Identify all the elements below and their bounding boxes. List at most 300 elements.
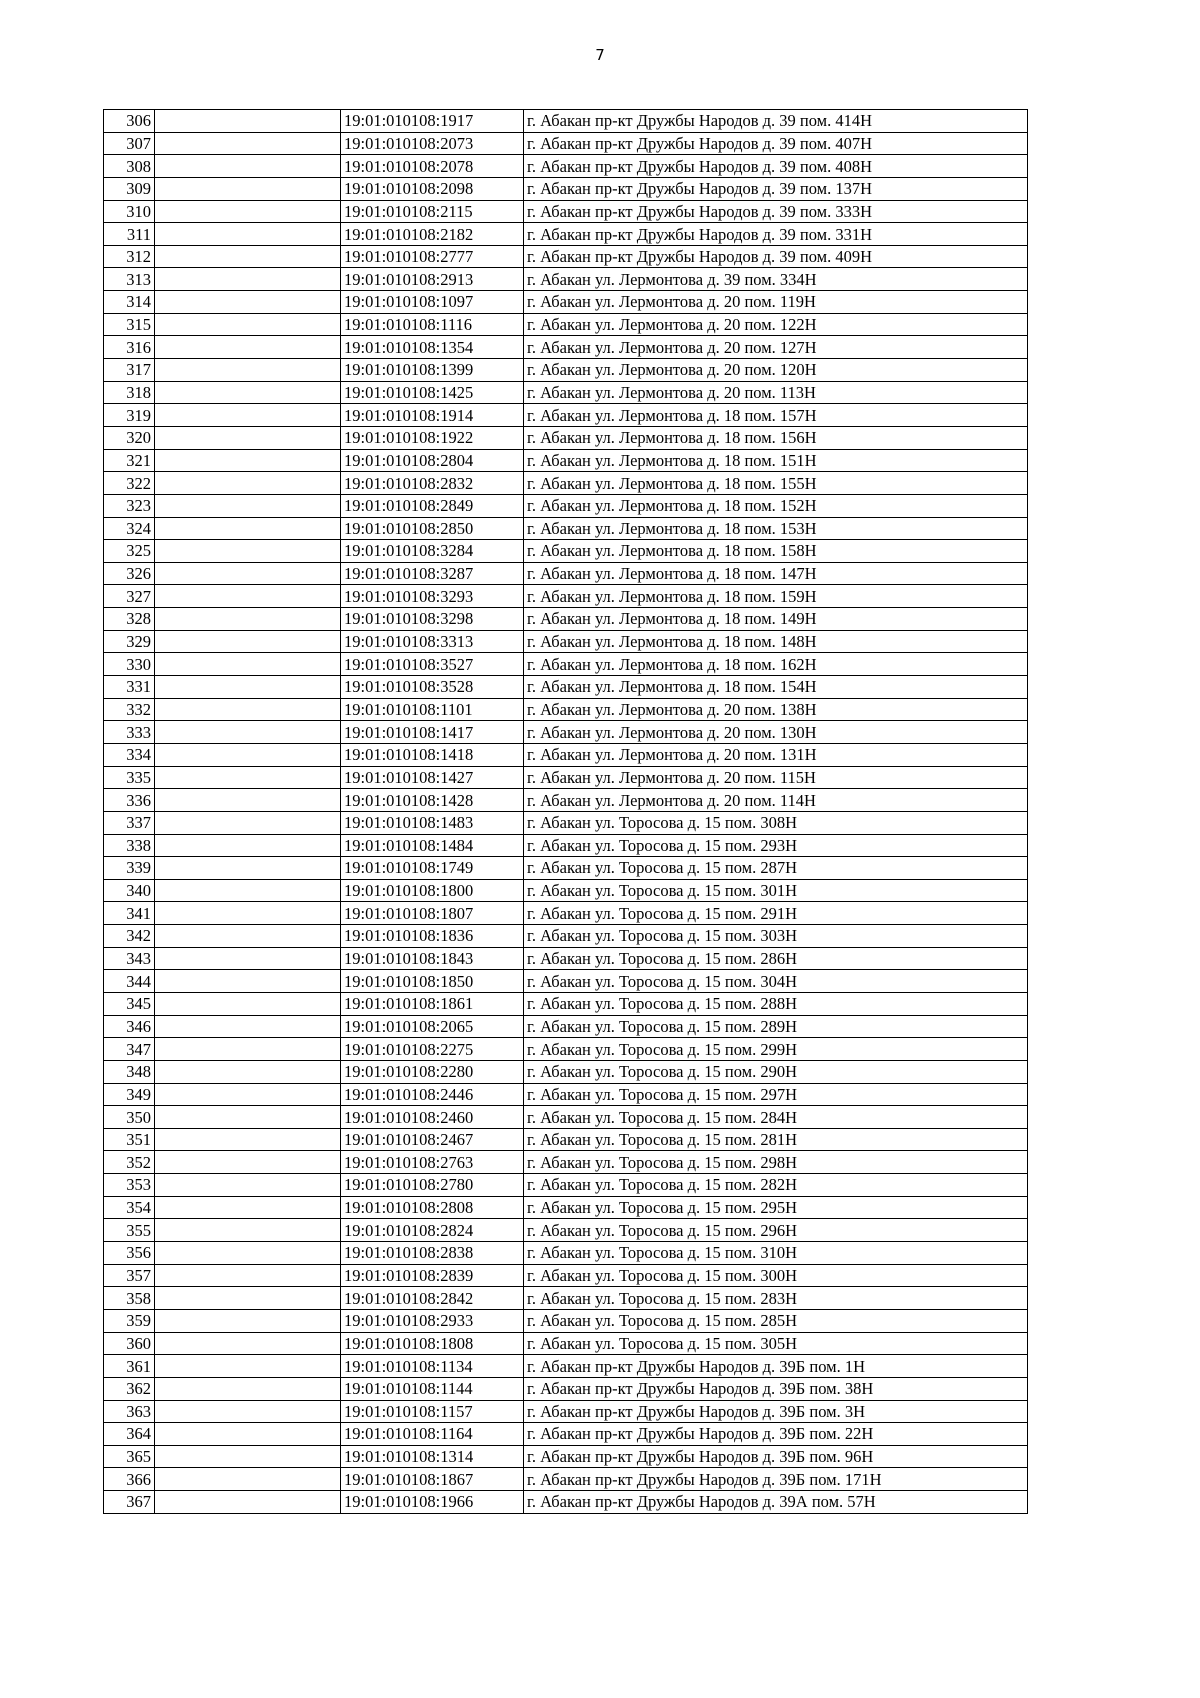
- row-number-cell: 332: [104, 698, 155, 721]
- cadastral-number-cell: 19:01:010108:1399: [341, 359, 524, 382]
- table-row: [104, 472, 1028, 495]
- table-row: [104, 1174, 1028, 1197]
- cadastral-number-cell: 19:01:010108:2078: [341, 155, 524, 178]
- address-cell: г. Абакан ул. Лермонтова д. 18 пом. 157Н: [524, 404, 1028, 427]
- cadastral-number-cell: 19:01:010108:1427: [341, 766, 524, 789]
- empty-cell: [155, 200, 341, 223]
- cadastral-number-cell: 19:01:010108:1428: [341, 789, 524, 812]
- table-row: [104, 517, 1028, 540]
- table-row: [104, 359, 1028, 382]
- table-row: [104, 336, 1028, 359]
- address-cell: г. Абакан ул. Лермонтова д. 18 пом. 155Н: [524, 472, 1028, 495]
- empty-cell: [155, 1219, 341, 1242]
- empty-cell: [155, 449, 341, 472]
- address-cell: г. Абакан ул. Лермонтова д. 18 пом. 147Н: [524, 562, 1028, 585]
- row-number-cell: 338: [104, 834, 155, 857]
- table-row: [104, 404, 1028, 427]
- address-cell: г. Абакан ул. Торосова д. 15 пом. 281Н: [524, 1128, 1028, 1151]
- empty-cell: [155, 313, 341, 336]
- cadastral-number-cell: 19:01:010108:2280: [341, 1060, 524, 1083]
- cadastral-number-cell: 19:01:010108:2777: [341, 245, 524, 268]
- row-number-cell: 337: [104, 811, 155, 834]
- row-number-cell: 311: [104, 223, 155, 246]
- table-row: [104, 313, 1028, 336]
- address-cell: г. Абакан ул. Лермонтова д. 20 пом. 120Н: [524, 359, 1028, 382]
- address-cell: г. Абакан ул. Торосова д. 15 пом. 295Н: [524, 1196, 1028, 1219]
- cadastral-number-cell: 19:01:010108:2780: [341, 1174, 524, 1197]
- empty-cell: [155, 585, 341, 608]
- cadastral-number-cell: 19:01:010108:1867: [341, 1468, 524, 1491]
- empty-cell: [155, 177, 341, 200]
- empty-cell: [155, 540, 341, 563]
- empty-cell: [155, 1423, 341, 1446]
- table-row: [104, 743, 1028, 766]
- row-number-cell: 321: [104, 449, 155, 472]
- cadastral-number-cell: 19:01:010108:1807: [341, 902, 524, 925]
- empty-cell: [155, 1196, 341, 1219]
- table-row: [104, 947, 1028, 970]
- table-row: [104, 1332, 1028, 1355]
- table-row: [104, 291, 1028, 314]
- cadastral-number-cell: 19:01:010108:3298: [341, 608, 524, 631]
- address-cell: г. Абакан ул. Лермонтова д. 18 пом. 148Н: [524, 630, 1028, 653]
- row-number-cell: 316: [104, 336, 155, 359]
- row-number-cell: 341: [104, 902, 155, 925]
- address-cell: г. Абакан ул. Торосова д. 15 пом. 285Н: [524, 1309, 1028, 1332]
- empty-cell: [155, 879, 341, 902]
- row-number-cell: 306: [104, 110, 155, 133]
- row-number-cell: 330: [104, 653, 155, 676]
- table-row: [104, 155, 1028, 178]
- row-number-cell: 328: [104, 608, 155, 631]
- row-number-cell: 353: [104, 1174, 155, 1197]
- row-number-cell: 364: [104, 1423, 155, 1446]
- empty-cell: [155, 947, 341, 970]
- address-cell: г. Абакан ул. Торосова д. 15 пом. 304Н: [524, 970, 1028, 993]
- table-row: [104, 426, 1028, 449]
- address-cell: г. Абакан ул. Лермонтова д. 20 пом. 130Н: [524, 721, 1028, 744]
- empty-cell: [155, 562, 341, 585]
- empty-cell: [155, 291, 341, 314]
- address-cell: г. Абакан ул. Торосова д. 15 пом. 291Н: [524, 902, 1028, 925]
- table-row: [104, 132, 1028, 155]
- empty-cell: [155, 992, 341, 1015]
- cadastral-number-cell: 19:01:010108:2839: [341, 1264, 524, 1287]
- empty-cell: [155, 1400, 341, 1423]
- empty-cell: [155, 1060, 341, 1083]
- address-cell: г. Абакан пр-кт Дружбы Народов д. 39Б пом. 3Н: [524, 1400, 1028, 1423]
- row-number-cell: 346: [104, 1015, 155, 1038]
- empty-cell: [155, 834, 341, 857]
- cadastral-number-cell: 19:01:010108:1749: [341, 857, 524, 880]
- address-cell: г. Абакан ул. Лермонтова д. 20 пом. 127Н: [524, 336, 1028, 359]
- row-number-cell: 365: [104, 1445, 155, 1468]
- row-number-cell: 367: [104, 1491, 155, 1514]
- cadastral-number-cell: 19:01:010108:1836: [341, 925, 524, 948]
- address-cell: г. Абакан ул. Лермонтова д. 18 пом. 159Н: [524, 585, 1028, 608]
- row-number-cell: 345: [104, 992, 155, 1015]
- row-number-cell: 349: [104, 1083, 155, 1106]
- address-cell: г. Абакан ул. Торосова д. 15 пом. 293Н: [524, 834, 1028, 857]
- address-cell: г. Абакан ул. Торосова д. 15 пом. 305Н: [524, 1332, 1028, 1355]
- cadastral-number-cell: 19:01:010108:2824: [341, 1219, 524, 1242]
- cadastral-number-cell: 19:01:010108:2849: [341, 494, 524, 517]
- cadastral-number-cell: 19:01:010108:2838: [341, 1242, 524, 1265]
- address-cell: г. Абакан пр-кт Дружбы Народов д. 39 пом. 137Н: [524, 177, 1028, 200]
- empty-cell: [155, 110, 341, 133]
- empty-cell: [155, 336, 341, 359]
- cadastral-number-cell: 19:01:010108:2808: [341, 1196, 524, 1219]
- row-number-cell: 347: [104, 1038, 155, 1061]
- table-row: [104, 653, 1028, 676]
- row-number-cell: 317: [104, 359, 155, 382]
- row-number-cell: 315: [104, 313, 155, 336]
- table-row: [104, 1015, 1028, 1038]
- row-number-cell: 336: [104, 789, 155, 812]
- address-cell: г. Абакан ул. Торосова д. 15 пом. 289Н: [524, 1015, 1028, 1038]
- address-cell: г. Абакан ул. Торосова д. 15 пом. 298Н: [524, 1151, 1028, 1174]
- row-number-cell: 333: [104, 721, 155, 744]
- empty-cell: [155, 608, 341, 631]
- cadastral-number-cell: 19:01:010108:1418: [341, 743, 524, 766]
- row-number-cell: 360: [104, 1332, 155, 1355]
- table-row: [104, 676, 1028, 699]
- address-cell: г. Абакан пр-кт Дружбы Народов д. 39 пом. 407Н: [524, 132, 1028, 155]
- address-cell: г. Абакан ул. Торосова д. 15 пом. 297Н: [524, 1083, 1028, 1106]
- empty-cell: [155, 1468, 341, 1491]
- empty-cell: [155, 1445, 341, 1468]
- address-cell: г. Абакан ул. Лермонтова д. 20 пом. 114Н: [524, 789, 1028, 812]
- table-row: [104, 200, 1028, 223]
- table-row: [104, 1106, 1028, 1129]
- address-cell: г. Абакан ул. Лермонтова д. 18 пом. 151Н: [524, 449, 1028, 472]
- empty-cell: [155, 698, 341, 721]
- cadastral-number-cell: 19:01:010108:1314: [341, 1445, 524, 1468]
- empty-cell: [155, 857, 341, 880]
- cadastral-number-cell: 19:01:010108:1157: [341, 1400, 524, 1423]
- cadastral-number-cell: 19:01:010108:2182: [341, 223, 524, 246]
- table-row: [104, 449, 1028, 472]
- empty-cell: [155, 721, 341, 744]
- table-row: [104, 1400, 1028, 1423]
- row-number-cell: 355: [104, 1219, 155, 1242]
- empty-cell: [155, 426, 341, 449]
- address-cell: г. Абакан ул. Торосова д. 15 пом. 286Н: [524, 947, 1028, 970]
- address-cell: г. Абакан пр-кт Дружбы Народов д. 39Б пом. 22Н: [524, 1423, 1028, 1446]
- property-registry-table: [103, 109, 1028, 1514]
- cadastral-number-cell: 19:01:010108:2073: [341, 132, 524, 155]
- row-number-cell: 359: [104, 1309, 155, 1332]
- empty-cell: [155, 1377, 341, 1400]
- cadastral-number-cell: 19:01:010108:1850: [341, 970, 524, 993]
- table-row: [104, 540, 1028, 563]
- empty-cell: [155, 1038, 341, 1061]
- cadastral-number-cell: 19:01:010108:1922: [341, 426, 524, 449]
- row-number-cell: 358: [104, 1287, 155, 1310]
- cadastral-number-cell: 19:01:010108:1484: [341, 834, 524, 857]
- table-row: [104, 1287, 1028, 1310]
- table-row: [104, 110, 1028, 133]
- table-row: [104, 608, 1028, 631]
- cadastral-number-cell: 19:01:010108:1144: [341, 1377, 524, 1400]
- cadastral-number-cell: 19:01:010108:1843: [341, 947, 524, 970]
- row-number-cell: 351: [104, 1128, 155, 1151]
- table-row: [104, 879, 1028, 902]
- address-cell: г. Абакан ул. Торосова д. 15 пом. 296Н: [524, 1219, 1028, 1242]
- empty-cell: [155, 653, 341, 676]
- table-row: [104, 811, 1028, 834]
- address-cell: г. Абакан ул. Лермонтова д. 20 пом. 131Н: [524, 743, 1028, 766]
- cadastral-number-cell: 19:01:010108:2763: [341, 1151, 524, 1174]
- cadastral-number-cell: 19:01:010108:2460: [341, 1106, 524, 1129]
- row-number-cell: 366: [104, 1468, 155, 1491]
- table-row: [104, 630, 1028, 653]
- empty-cell: [155, 472, 341, 495]
- empty-cell: [155, 676, 341, 699]
- empty-cell: [155, 245, 341, 268]
- empty-cell: [155, 1106, 341, 1129]
- table-row: [104, 1038, 1028, 1061]
- cadastral-number-cell: 19:01:010108:2842: [341, 1287, 524, 1310]
- cadastral-number-cell: 19:01:010108:3313: [341, 630, 524, 653]
- row-number-cell: 319: [104, 404, 155, 427]
- row-number-cell: 331: [104, 676, 155, 699]
- address-cell: г. Абакан пр-кт Дружбы Народов д. 39Б пом. 171Н: [524, 1468, 1028, 1491]
- cadastral-number-cell: 19:01:010108:3528: [341, 676, 524, 699]
- empty-cell: [155, 789, 341, 812]
- address-cell: г. Абакан пр-кт Дружбы Народов д. 39А пом. 57Н: [524, 1491, 1028, 1514]
- address-cell: г. Абакан ул. Торосова д. 15 пом. 308Н: [524, 811, 1028, 834]
- cadastral-number-cell: 19:01:010108:2098: [341, 177, 524, 200]
- empty-cell: [155, 970, 341, 993]
- table-row: [104, 1264, 1028, 1287]
- address-cell: г. Абакан ул. Торосова д. 15 пом. 284Н: [524, 1106, 1028, 1129]
- cadastral-number-cell: 19:01:010108:1966: [341, 1491, 524, 1514]
- empty-cell: [155, 1309, 341, 1332]
- row-number-cell: 335: [104, 766, 155, 789]
- table-row: [104, 766, 1028, 789]
- address-cell: г. Абакан пр-кт Дружбы Народов д. 39 пом. 331Н: [524, 223, 1028, 246]
- table-row: [104, 1151, 1028, 1174]
- empty-cell: [155, 494, 341, 517]
- cadastral-number-cell: 19:01:010108:3287: [341, 562, 524, 585]
- table-row: [104, 970, 1028, 993]
- address-cell: г. Абакан ул. Лермонтова д. 20 пом. 119Н: [524, 291, 1028, 314]
- address-cell: г. Абакан ул. Лермонтова д. 20 пом. 113Н: [524, 381, 1028, 404]
- empty-cell: [155, 223, 341, 246]
- cadastral-number-cell: 19:01:010108:2804: [341, 449, 524, 472]
- row-number-cell: 357: [104, 1264, 155, 1287]
- empty-cell: [155, 1355, 341, 1378]
- table-row: [104, 1083, 1028, 1106]
- row-number-cell: 342: [104, 925, 155, 948]
- cadastral-number-cell: 19:01:010108:3293: [341, 585, 524, 608]
- address-cell: г. Абакан ул. Лермонтова д. 20 пом. 122Н: [524, 313, 1028, 336]
- cadastral-number-cell: 19:01:010108:2933: [341, 1309, 524, 1332]
- row-number-cell: 363: [104, 1400, 155, 1423]
- cadastral-number-cell: 19:01:010108:1425: [341, 381, 524, 404]
- cadastral-number-cell: 19:01:010108:1800: [341, 879, 524, 902]
- empty-cell: [155, 1128, 341, 1151]
- address-cell: г. Абакан пр-кт Дружбы Народов д. 39 пом. 409Н: [524, 245, 1028, 268]
- cadastral-number-cell: 19:01:010108:1164: [341, 1423, 524, 1446]
- table-row: [104, 1377, 1028, 1400]
- row-number-cell: 312: [104, 245, 155, 268]
- row-number-cell: 324: [104, 517, 155, 540]
- cadastral-number-cell: 19:01:010108:2913: [341, 268, 524, 291]
- table-row: [104, 268, 1028, 291]
- address-cell: г. Абакан ул. Лермонтова д. 18 пом. 152Н: [524, 494, 1028, 517]
- empty-cell: [155, 1332, 341, 1355]
- table-row: [104, 381, 1028, 404]
- table-row: [104, 245, 1028, 268]
- row-number-cell: 307: [104, 132, 155, 155]
- table-row: [104, 1309, 1028, 1332]
- table-row: [104, 1242, 1028, 1265]
- row-number-cell: 334: [104, 743, 155, 766]
- table-row: [104, 698, 1028, 721]
- table-row: [104, 177, 1028, 200]
- address-cell: г. Абакан ул. Торосова д. 15 пом. 290Н: [524, 1060, 1028, 1083]
- row-number-cell: 310: [104, 200, 155, 223]
- row-number-cell: 320: [104, 426, 155, 449]
- address-cell: г. Абакан ул. Лермонтова д. 20 пом. 115Н: [524, 766, 1028, 789]
- cadastral-number-cell: 19:01:010108:1808: [341, 1332, 524, 1355]
- table-row: [104, 721, 1028, 744]
- row-number-cell: 313: [104, 268, 155, 291]
- address-cell: г. Абакан пр-кт Дружбы Народов д. 39 пом. 408Н: [524, 155, 1028, 178]
- empty-cell: [155, 381, 341, 404]
- address-cell: г. Абакан ул. Торосова д. 15 пом. 303Н: [524, 925, 1028, 948]
- row-number-cell: 323: [104, 494, 155, 517]
- empty-cell: [155, 630, 341, 653]
- address-cell: г. Абакан ул. Торосова д. 15 пом. 299Н: [524, 1038, 1028, 1061]
- address-cell: г. Абакан пр-кт Дружбы Народов д. 39 пом. 414Н: [524, 110, 1028, 133]
- address-cell: г. Абакан ул. Лермонтова д. 18 пом. 153Н: [524, 517, 1028, 540]
- empty-cell: [155, 1264, 341, 1287]
- empty-cell: [155, 359, 341, 382]
- cadastral-number-cell: 19:01:010108:1917: [341, 110, 524, 133]
- row-number-cell: 325: [104, 540, 155, 563]
- address-cell: г. Абакан пр-кт Дружбы Народов д. 39Б пом. 38Н: [524, 1377, 1028, 1400]
- row-number-cell: 327: [104, 585, 155, 608]
- empty-cell: [155, 1083, 341, 1106]
- row-number-cell: 343: [104, 947, 155, 970]
- empty-cell: [155, 132, 341, 155]
- cadastral-number-cell: 19:01:010108:3527: [341, 653, 524, 676]
- address-cell: г. Абакан ул. Торосова д. 15 пом. 300Н: [524, 1264, 1028, 1287]
- cadastral-number-cell: 19:01:010108:1097: [341, 291, 524, 314]
- empty-cell: [155, 1174, 341, 1197]
- table-row: [104, 902, 1028, 925]
- cadastral-number-cell: 19:01:010108:2850: [341, 517, 524, 540]
- cadastral-number-cell: 19:01:010108:1914: [341, 404, 524, 427]
- address-cell: г. Абакан ул. Лермонтова д. 18 пом. 158Н: [524, 540, 1028, 563]
- empty-cell: [155, 743, 341, 766]
- row-number-cell: 314: [104, 291, 155, 314]
- empty-cell: [155, 1151, 341, 1174]
- row-number-cell: 340: [104, 879, 155, 902]
- cadastral-number-cell: 19:01:010108:2275: [341, 1038, 524, 1061]
- table-row: [104, 1445, 1028, 1468]
- table-row: [104, 1060, 1028, 1083]
- address-cell: г. Абакан ул. Лермонтова д. 20 пом. 138Н: [524, 698, 1028, 721]
- cadastral-number-cell: 19:01:010108:1483: [341, 811, 524, 834]
- table-row: [104, 494, 1028, 517]
- empty-cell: [155, 766, 341, 789]
- table-row: [104, 925, 1028, 948]
- address-cell: г. Абакан пр-кт Дружбы Народов д. 39Б пом. 96Н: [524, 1445, 1028, 1468]
- row-number-cell: 362: [104, 1377, 155, 1400]
- table-row: [104, 1468, 1028, 1491]
- cadastral-number-cell: 19:01:010108:1861: [341, 992, 524, 1015]
- table-row: [104, 1128, 1028, 1151]
- address-cell: г. Абакан ул. Торосова д. 15 пом. 301Н: [524, 879, 1028, 902]
- address-cell: г. Абакан ул. Торосова д. 15 пом. 310Н: [524, 1242, 1028, 1265]
- row-number-cell: 318: [104, 381, 155, 404]
- address-cell: г. Абакан ул. Торосова д. 15 пом. 287Н: [524, 857, 1028, 880]
- registry-table-body: [104, 110, 1028, 1514]
- address-cell: г. Абакан ул. Лермонтова д. 18 пом. 154Н: [524, 676, 1028, 699]
- row-number-cell: 308: [104, 155, 155, 178]
- page-number: 7: [595, 46, 605, 64]
- table-row: [104, 857, 1028, 880]
- row-number-cell: 354: [104, 1196, 155, 1219]
- table-row: [104, 834, 1028, 857]
- table-row: [104, 789, 1028, 812]
- table-row: [104, 1491, 1028, 1514]
- empty-cell: [155, 1242, 341, 1265]
- table-row: [104, 1355, 1028, 1378]
- cadastral-number-cell: 19:01:010108:3284: [341, 540, 524, 563]
- cadastral-number-cell: 19:01:010108:1417: [341, 721, 524, 744]
- row-number-cell: 309: [104, 177, 155, 200]
- cadastral-number-cell: 19:01:010108:1354: [341, 336, 524, 359]
- address-cell: г. Абакан пр-кт Дружбы Народов д. 39Б пом. 1Н: [524, 1355, 1028, 1378]
- address-cell: г. Абакан ул. Торосова д. 15 пом. 288Н: [524, 992, 1028, 1015]
- empty-cell: [155, 811, 341, 834]
- address-cell: г. Абакан ул. Торосова д. 15 пом. 283Н: [524, 1287, 1028, 1310]
- cadastral-number-cell: 19:01:010108:1116: [341, 313, 524, 336]
- cadastral-number-cell: 19:01:010108:1134: [341, 1355, 524, 1378]
- cadastral-number-cell: 19:01:010108:2467: [341, 1128, 524, 1151]
- row-number-cell: 352: [104, 1151, 155, 1174]
- empty-cell: [155, 268, 341, 291]
- row-number-cell: 361: [104, 1355, 155, 1378]
- table-row: [104, 585, 1028, 608]
- row-number-cell: 322: [104, 472, 155, 495]
- empty-cell: [155, 155, 341, 178]
- row-number-cell: 350: [104, 1106, 155, 1129]
- row-number-cell: 348: [104, 1060, 155, 1083]
- table-row: [104, 1423, 1028, 1446]
- empty-cell: [155, 1287, 341, 1310]
- cadastral-number-cell: 19:01:010108:2115: [341, 200, 524, 223]
- address-cell: г. Абакан ул. Лермонтова д. 18 пом. 149Н: [524, 608, 1028, 631]
- address-cell: г. Абакан ул. Лермонтова д. 18 пом. 162Н: [524, 653, 1028, 676]
- table-row: [104, 223, 1028, 246]
- table-row: [104, 562, 1028, 585]
- cadastral-number-cell: 19:01:010108:2065: [341, 1015, 524, 1038]
- cadastral-number-cell: 19:01:010108:2832: [341, 472, 524, 495]
- empty-cell: [155, 902, 341, 925]
- address-cell: г. Абакан ул. Торосова д. 15 пом. 282Н: [524, 1174, 1028, 1197]
- cadastral-number-cell: 19:01:010108:1101: [341, 698, 524, 721]
- row-number-cell: 329: [104, 630, 155, 653]
- empty-cell: [155, 925, 341, 948]
- row-number-cell: 339: [104, 857, 155, 880]
- row-number-cell: 326: [104, 562, 155, 585]
